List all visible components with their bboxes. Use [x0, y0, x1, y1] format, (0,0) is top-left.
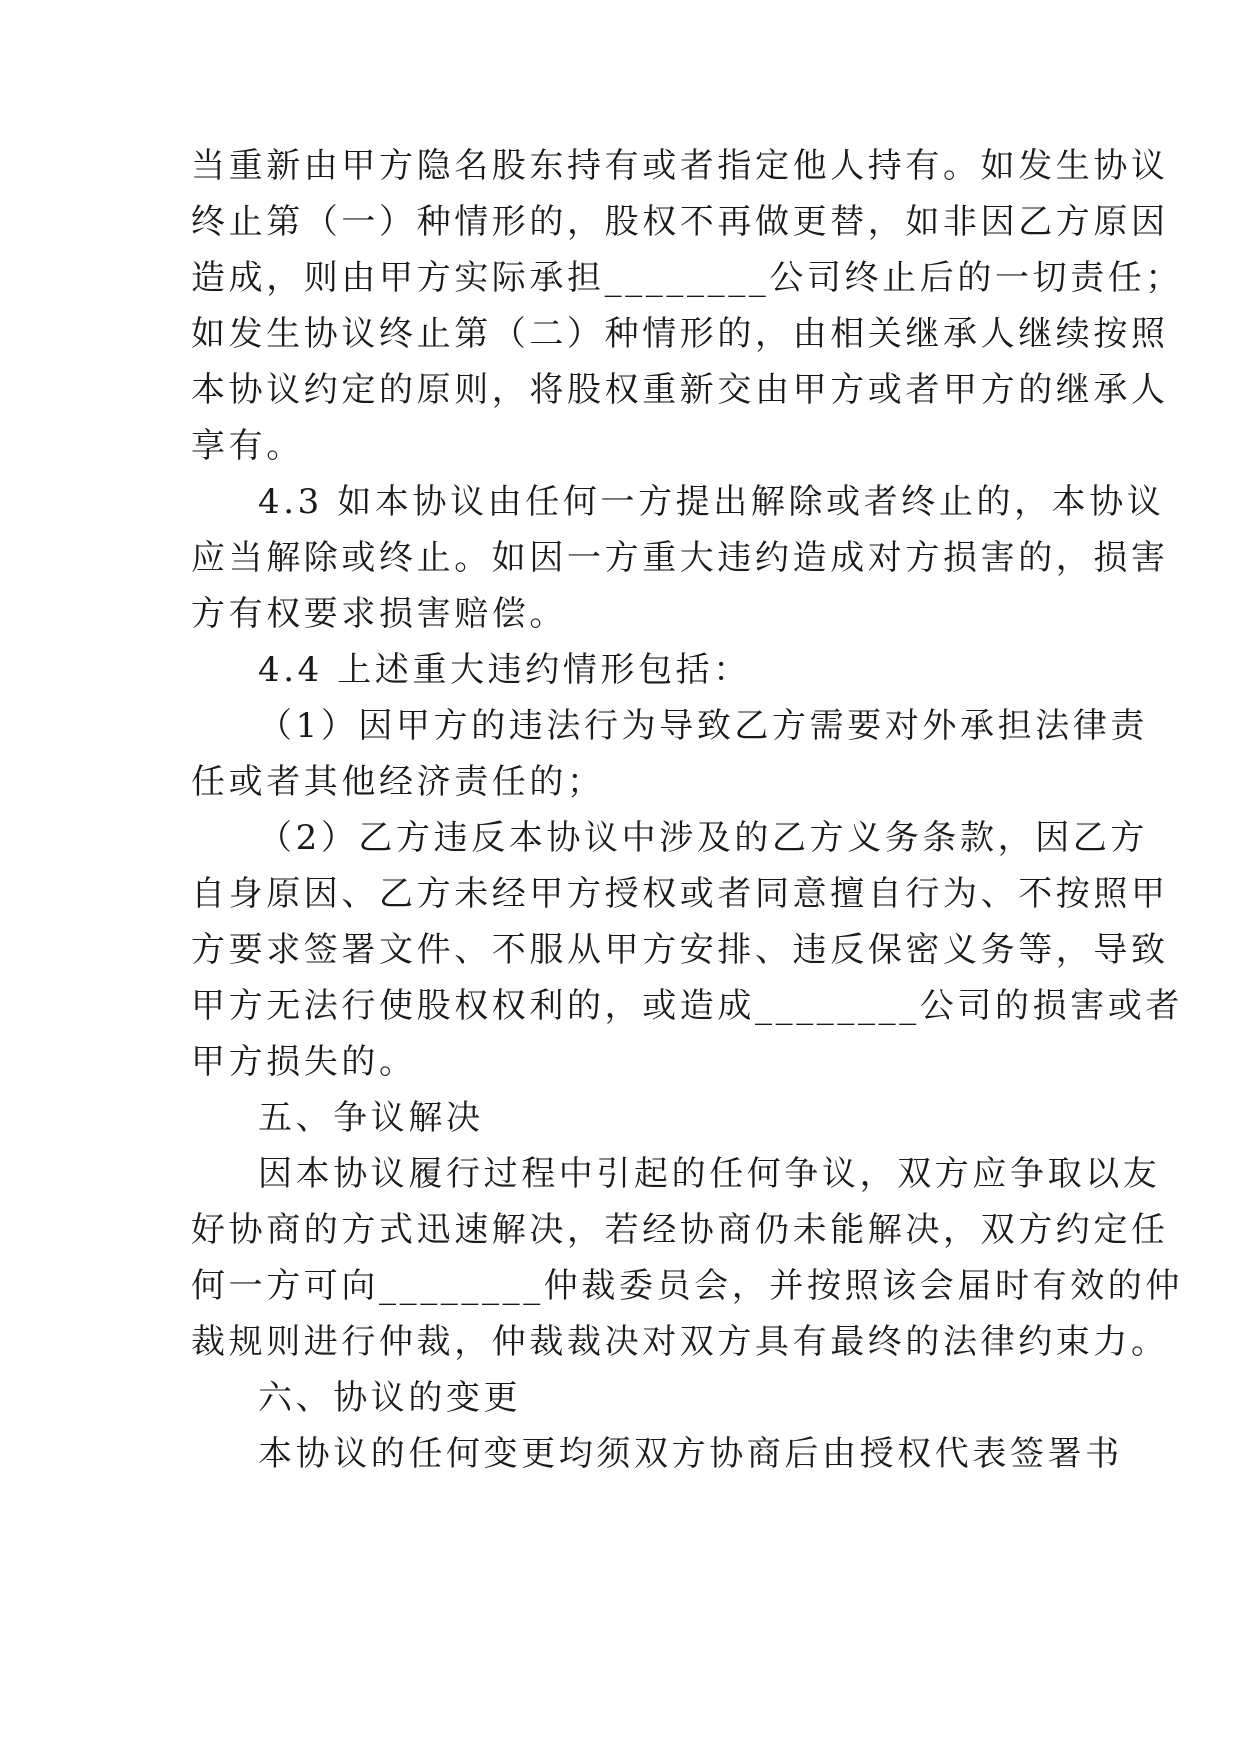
text-line: 甲方损失的。	[191, 1042, 417, 1082]
text-line: 享有。	[191, 426, 304, 466]
text-line: 应当解除或终止。如因一方重大违约造成对方损害的，损害	[191, 538, 1169, 578]
section-6-paragraph-line: 本协议的任何变更均须双方协商后由授权代表签署书	[258, 1434, 1123, 1474]
text-line: 甲方无法行使股权权利的，或造成________公司的损害或者	[191, 986, 1183, 1026]
section-5-heading: 五、争议解决	[258, 1098, 484, 1138]
text-line: 造成，则由甲方实际承担________公司终止后的一切责任；	[191, 258, 1183, 298]
clause-4-4-line: 4.4 上述重大违约情形包括：	[258, 650, 751, 690]
text-line: 本协议约定的原则，将股权重新交由甲方或者甲方的继承人	[191, 370, 1169, 410]
text-line: 当重新由甲方隐名股东持有或者指定他人持有。如发生协议	[191, 146, 1169, 186]
text-line: 好协商的方式迅速解决，若经协商仍未能解决，双方约定任	[191, 1210, 1169, 1250]
text-line: 终止第（一）种情形的，股权不再做更替，如非因乙方原因	[191, 202, 1169, 242]
text-line: 何一方可向________仲裁委员会，并按照该会届时有效的仲	[191, 1266, 1183, 1306]
item-1-line: （1）因甲方的违法行为导致乙方需要对外承担法律责	[258, 706, 1149, 746]
text-line: 如发生协议终止第（二）种情形的，由相关继承人继续按照	[191, 314, 1169, 354]
text-line: 任或者其他经济责任的；	[191, 762, 605, 802]
clause-4-3-line: 4.3 如本协议由任何一方提出解除或者终止的，本协议	[258, 482, 1165, 522]
section-6-heading: 六、协议的变更	[258, 1378, 522, 1418]
text-line: 自身原因、乙方未经甲方授权或者同意擅自行为、不按照甲	[191, 874, 1169, 914]
item-2-line: （2）乙方违反本协议中涉及的乙方义务条款，因乙方	[258, 818, 1149, 858]
section-5-paragraph-line: 因本协议履行过程中引起的任何争议，双方应争取以友	[258, 1154, 1161, 1194]
text-line: 裁规则进行仲裁，仲裁裁决对双方具有最终的法律约束力。	[191, 1322, 1169, 1362]
text-line: 方要求签署文件、不服从甲方安排、违反保密义务等，导致	[191, 930, 1169, 970]
text-line: 方有权要求损害赔偿。	[191, 594, 567, 634]
